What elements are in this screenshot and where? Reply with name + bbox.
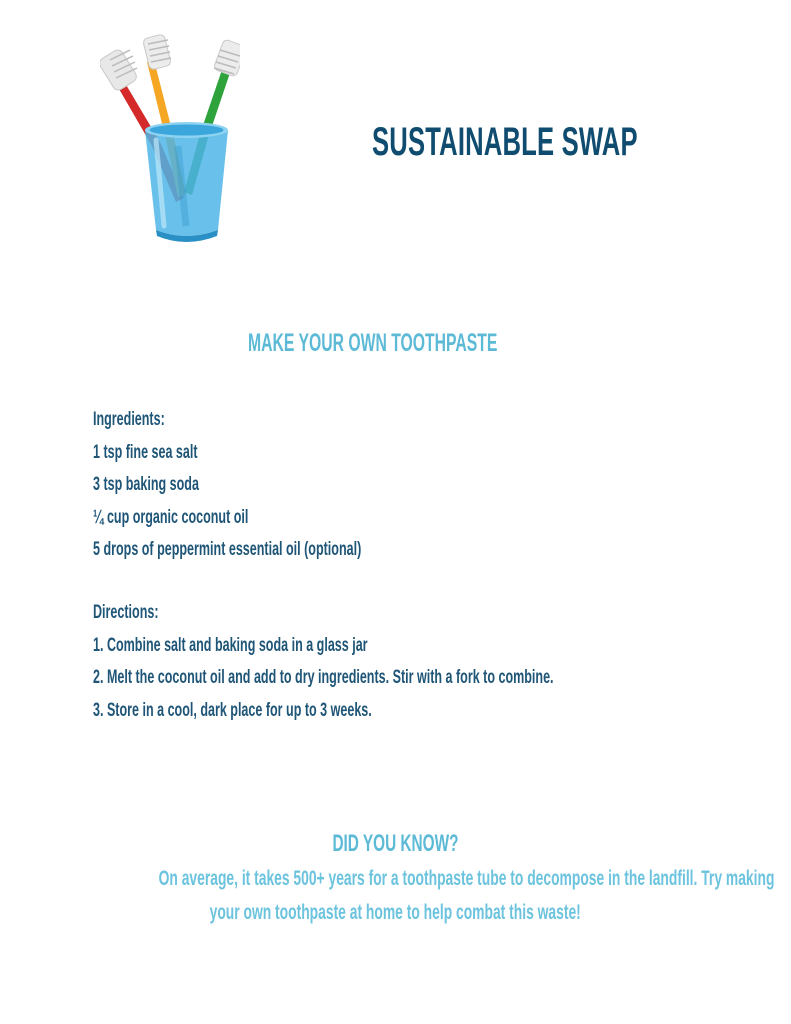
did-you-know-heading: DID YOU KNOW?: [332, 830, 459, 857]
ingredients-label: Ingredients:: [93, 409, 165, 430]
ingredient-item: 3 tsp baking soda: [93, 474, 199, 495]
directions-section: [93, 597, 791, 727]
toothbrush-cup-icon: [100, 30, 240, 245]
fact-text-line-2: your own toothpaste at home to help combat this waste!: [209, 901, 582, 924]
direction-step: 1. Combine salt and baking soda in a glass jar: [93, 634, 368, 656]
ingredient-item: 5 drops of peppermint essential oil (optional): [93, 539, 362, 560]
fact-text-line-1: On average, it takes 500+ years for a toothpaste tube to decompose in the landfill. Try making: [158, 867, 775, 890]
ingredient-item: 1 tsp fine sea salt: [93, 441, 198, 463]
did-you-know-section: [0, 829, 791, 859]
direction-step: 3. Store in a cool, dark place for up to 3 weeks.: [93, 699, 372, 721]
ingredients-section: [93, 404, 499, 567]
fact-line: [0, 898, 791, 928]
direction-step: 2. Melt the coconut oil and add to dry ingredients. Stir with a fork to combine.: [93, 667, 554, 688]
directions-label: Directions:: [93, 602, 159, 623]
recipe-heading: MAKE YOUR OWN TOOTHPASTE: [248, 329, 498, 357]
ingredient-item: ¼ cup organic coconut oil: [93, 506, 249, 528]
page-title: SUSTAINABLE SWAP: [372, 120, 638, 164]
cup-icon: [145, 122, 228, 242]
fact-line: [0, 864, 791, 894]
